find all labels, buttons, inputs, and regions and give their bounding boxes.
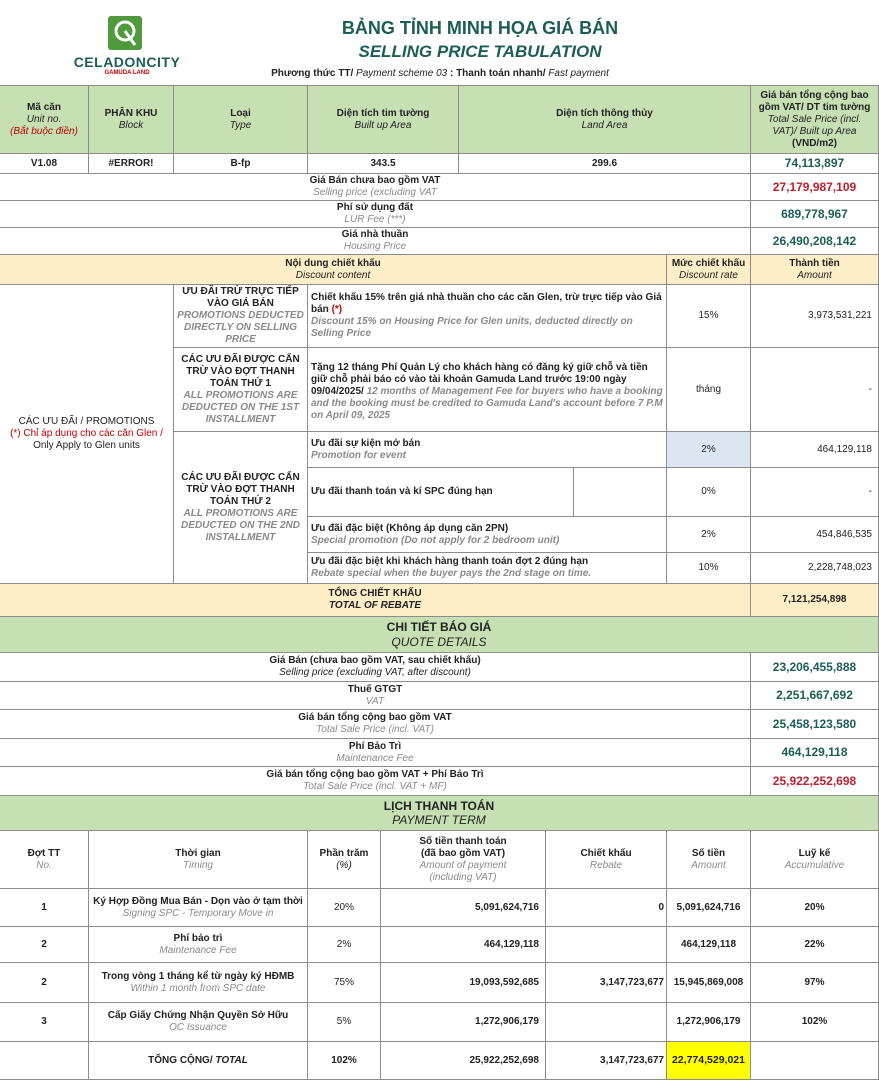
group1-vi: ƯU ĐÃI TRỪ TRỰC TIẾP VÀO GIÁ BÁN bbox=[182, 286, 299, 309]
pay-col-amount-vi: Số tiền bbox=[691, 847, 726, 859]
quote-title-en: QUOTE DETAILS bbox=[391, 634, 487, 649]
pay-col-timing bbox=[89, 831, 308, 889]
builtup-value: 343.5 bbox=[308, 154, 459, 174]
pay-row2-amount: 464,129,118 bbox=[667, 927, 751, 963]
sheet-header bbox=[0, 0, 879, 86]
pay-col-no-en: No. bbox=[36, 859, 52, 871]
promo-item-stage2-en: Rebate special when the buyer pays the 2nd stage on time. bbox=[311, 568, 592, 579]
pay-row4-vi: Cấp Giấy Chứng Nhận Quyền Sở Hữu bbox=[107, 1010, 289, 1021]
quote-maintenance-value: 464,129,118 bbox=[751, 739, 879, 767]
promo-item-stage2 bbox=[308, 553, 667, 584]
total-rebate-vi: TỔNG CHIẾT KHẤU bbox=[328, 588, 422, 599]
type-header bbox=[174, 86, 308, 154]
price-per-m2-value: 74,113,897 bbox=[751, 154, 879, 174]
quote-row-total-vat bbox=[0, 710, 751, 739]
builtup-header bbox=[308, 86, 459, 154]
promo-amount-stage2: 2,228,748,023 bbox=[751, 553, 879, 584]
promotions-note-en: Only Apply to Glen units bbox=[33, 440, 140, 451]
pay-col-amount-payment bbox=[381, 831, 546, 889]
quote-total-mf-vi: Giá bán tổng cộng bao gồm VAT + Phí Bảo Trì bbox=[266, 769, 484, 780]
unit-header-vi: Mã căn bbox=[27, 101, 61, 113]
celadon-logo bbox=[108, 16, 142, 50]
pay-row4-en: OC Issuance bbox=[169, 1022, 227, 1033]
pay-total-acc bbox=[751, 1042, 879, 1080]
pay-col-timing-en: Timing bbox=[183, 859, 213, 871]
promo-item-mgmt-vi: Tặng 12 tháng Phí Quản Lý cho khách hàng có đăng ký giữ chỗ và tiền giữ chỗ phải báo có vào tài khoản Gamuda Land trước 19:00 ngày 09/04/2025/ bbox=[311, 362, 648, 397]
promo-rate-glen: 15% bbox=[667, 285, 751, 348]
pay-col-no bbox=[0, 831, 89, 889]
pay-row2-acc: 22% bbox=[751, 927, 879, 963]
scheme-name-en: Fast payment bbox=[545, 68, 609, 79]
quote-row-total-mf bbox=[0, 767, 751, 796]
scheme-label: Phương thức TT/ bbox=[271, 68, 354, 79]
group3-en: ALL PROMOTIONS ARE DEDUCTED ON THE 2ND INSTALLMENT bbox=[181, 507, 300, 543]
housing-price-label bbox=[0, 228, 751, 255]
pay-col-rebate-vi: Chiết khấu bbox=[580, 847, 632, 859]
pay-col-accumulative bbox=[751, 831, 879, 889]
discount-content-en: Discount content bbox=[295, 269, 371, 281]
lur-fee-vi: Phí sử dụng đất bbox=[336, 202, 414, 213]
land-header-en: Land Area bbox=[581, 119, 628, 131]
pay-row3-amount: 15,945,869,008 bbox=[667, 963, 751, 1003]
payment-title-vi: LỊCH THANH TOÁN bbox=[383, 798, 495, 813]
pay-row4-amount: 1,272,906,179 bbox=[667, 1003, 751, 1042]
payment-term-header bbox=[0, 796, 879, 831]
quote-row-selling bbox=[0, 653, 751, 682]
promo-amount-event: 464,129,118 bbox=[751, 432, 879, 468]
quote-maintenance-vi: Phí Bảo Trì bbox=[348, 740, 402, 752]
total-rebate-label bbox=[0, 584, 751, 617]
promo-amount-glen: 3,973,531,221 bbox=[751, 285, 879, 348]
pay-total-label bbox=[89, 1042, 308, 1080]
title-vi: BẢNG TỈNH MINH HỌA GIÁ BÁN bbox=[341, 18, 619, 38]
pay-row1-en: Signing SPC - Temporary Move in bbox=[122, 907, 274, 919]
pay-row4-pct: 5% bbox=[308, 1003, 381, 1042]
promo-item-glen bbox=[308, 285, 667, 348]
pay-row3-timing bbox=[89, 963, 308, 1003]
lur-fee-en: LUR Fee (***) bbox=[344, 214, 406, 225]
land-header bbox=[459, 86, 751, 154]
quote-total-vat-value: 25,458,123,580 bbox=[751, 710, 879, 739]
discount-content-header bbox=[0, 255, 667, 285]
ppm-header-unit: (VND/m2) bbox=[791, 137, 837, 149]
pay-total-vi: TỔNG CỘNG/ bbox=[148, 1054, 213, 1066]
quote-selling-en: Selling price (excluding VAT, after discount) bbox=[279, 667, 471, 678]
pay-row1-rebate: 0 bbox=[546, 889, 667, 927]
block-header-en: Block bbox=[118, 119, 144, 131]
pay-col-amt-vi: Số tiền thanh toán bbox=[419, 835, 507, 847]
promo-rate-stage2: 10% bbox=[667, 553, 751, 584]
pay-row3-rebate: 3,147,723,677 bbox=[546, 963, 667, 1003]
pay-row2-rebate bbox=[546, 927, 667, 963]
pay-row4-amt: 1,272,906,179 bbox=[381, 1003, 546, 1042]
pay-row1-pct: 20% bbox=[308, 889, 381, 927]
pay-col-rebate-en: Rebate bbox=[589, 859, 623, 871]
pay-total-amt: 25,922,252,698 bbox=[381, 1042, 546, 1080]
pay-col-pct-vi: Phần trăm bbox=[319, 847, 369, 859]
selling-price-en: Selling price (excluding VAT bbox=[313, 187, 437, 198]
land-header-vi: Diện tích thông thủy bbox=[556, 107, 653, 119]
promo-item-glen-star: (*) bbox=[331, 304, 343, 315]
promo-group-2 bbox=[174, 348, 308, 432]
logo-text: CELADONCITY bbox=[73, 54, 181, 70]
type-header-vi: Loại bbox=[230, 107, 251, 119]
promo-amount-mgmt: - bbox=[751, 348, 879, 432]
promo-item-mgmt-en: 12 months of Management Fee for buyers who have a booking and the booking must be credited to Gamuda Land's account before 7 P.M on April 09, 2025 bbox=[311, 386, 663, 421]
quote-vat-value: 2,251,667,692 bbox=[751, 682, 879, 710]
quote-total-vat-en: Total Sale Price (incl. VAT) bbox=[316, 724, 434, 735]
group2-vi: CÁC ƯU ĐÃI ĐƯỢC CẤN TRỪ VÀO ĐỢT THANH TOÁN THỨ 1 bbox=[181, 353, 300, 389]
discount-content-vi: Nội dung chiết khấu bbox=[285, 257, 381, 269]
promotions-title: CÁC ƯU ĐÃI / PROMOTIONS bbox=[18, 416, 155, 427]
promo-group-3 bbox=[174, 432, 308, 584]
promotions-label bbox=[0, 285, 174, 584]
pay-row2-pct: 2% bbox=[308, 927, 381, 963]
quote-total-vat-vi: Giá bán tổng cộng bao gồm VAT bbox=[298, 712, 452, 723]
pay-row1-amt: 5,091,624,716 bbox=[381, 889, 546, 927]
payment-title-en: PAYMENT TERM bbox=[392, 813, 486, 827]
selling-price-value: 27,179,987,109 bbox=[751, 174, 879, 201]
pay-col-amt-vi2: (đã bao gồm VAT) bbox=[420, 847, 506, 859]
pay-col-rebate bbox=[546, 831, 667, 889]
ppm-header-en: Total Sale Price (incl. VAT)/ Built up Area bbox=[767, 113, 862, 137]
quote-total-mf-value: 25,922,252,698 bbox=[751, 767, 879, 796]
promo-item-event-vi: Ưu đãi sự kiện mở bán bbox=[311, 437, 421, 449]
promo-item-glen-vi: Chiết khấu 15% trên giá nhà thuần cho các căn Glen, trừ trực tiếp vào Giá bán bbox=[311, 292, 662, 315]
pay-row2-vi: Phí bảo trì bbox=[173, 932, 223, 944]
selling-price-label bbox=[0, 174, 751, 201]
total-rebate-value: 7,121,254,898 bbox=[751, 584, 879, 617]
discount-rate-header bbox=[667, 255, 751, 285]
promo-rate-event[interactable]: 2% bbox=[667, 432, 751, 468]
promo-amount-special: 454,846,535 bbox=[751, 517, 879, 553]
promo-item-spc-blank bbox=[574, 468, 667, 517]
block-header bbox=[89, 86, 174, 154]
quote-row-vat bbox=[0, 682, 751, 710]
housing-price-en: Housing Price bbox=[343, 241, 407, 252]
lur-fee-label bbox=[0, 201, 751, 228]
quote-total-mf-en: Total Sale Price (incl. VAT + MF) bbox=[303, 781, 447, 792]
housing-price-vi: Giá nhà thuần bbox=[341, 229, 409, 240]
housing-price-value: 26,490,208,142 bbox=[751, 228, 879, 255]
logo-leaf-icon bbox=[108, 16, 142, 50]
lur-fee-value: 689,778,967 bbox=[751, 201, 879, 228]
ppm-header-vi: Giá bán tổng cộng bao gồm VAT/ DT tim tường bbox=[758, 89, 871, 113]
pay-row4-acc: 102% bbox=[751, 1003, 879, 1042]
pay-row2-no: 2 bbox=[0, 927, 89, 963]
pay-row1-no: 1 bbox=[0, 889, 89, 927]
pay-row4-rebate bbox=[546, 1003, 667, 1042]
type-value: B-fp bbox=[174, 154, 308, 174]
quote-vat-vi: Thuế GTGT bbox=[347, 683, 403, 695]
pay-col-no-vi: Đợt TT bbox=[27, 847, 61, 859]
discount-amount-vi: Thành tiền bbox=[789, 257, 840, 269]
pay-total-rebate: 3,147,723,677 bbox=[546, 1042, 667, 1080]
quote-selling-vi: Giá Bán (chưa bao gồm VAT, sau chiết khấu) bbox=[269, 655, 481, 666]
selling-price-vi: Giá Bán chưa bao gồm VAT bbox=[309, 175, 441, 186]
pay-col-pct bbox=[308, 831, 381, 889]
promo-item-special bbox=[308, 517, 667, 553]
pay-row1-timing bbox=[89, 889, 308, 927]
unit-header-note: (Bắt buộc điền) bbox=[10, 125, 78, 137]
promo-amount-spc: - bbox=[751, 468, 879, 517]
pay-row4-no: 3 bbox=[0, 1003, 89, 1042]
logo-subtext: GAMUDA LAND bbox=[104, 70, 150, 76]
pay-col-acc-vi: Luỹ kế bbox=[798, 847, 831, 859]
pay-row3-en: Within 1 month from SPC date bbox=[130, 982, 266, 994]
promo-rate-spc: 0% bbox=[667, 468, 751, 517]
pay-total-pct: 102% bbox=[308, 1042, 381, 1080]
promotions-note-red: (*) Chỉ áp dụng cho các căn Glen / bbox=[10, 428, 163, 439]
pay-col-pct-en: (%) bbox=[336, 859, 352, 871]
block-header-vi: PHÂN KHU bbox=[104, 107, 158, 119]
pay-row3-acc: 97% bbox=[751, 963, 879, 1003]
discount-amount-header bbox=[751, 255, 879, 285]
discount-amount-en: Amount bbox=[797, 269, 832, 281]
block-value: #ERROR! bbox=[89, 154, 174, 174]
pay-row3-no: 2 bbox=[0, 963, 89, 1003]
pay-row3-amt: 19,093,592,685 bbox=[381, 963, 546, 1003]
pay-row1-vi: Ký Hợp Đồng Mua Bán - Dọn vào ở tạm thời bbox=[93, 895, 303, 907]
promo-group-1 bbox=[174, 285, 308, 348]
unit-no-value[interactable]: V1.08 bbox=[0, 154, 89, 174]
quote-maintenance-en: Maintenance Fee bbox=[336, 752, 414, 764]
pay-total-amount[interactable]: 22,774,529,021 bbox=[667, 1042, 751, 1080]
promo-item-special-vi: Ưu đãi đặc biệt (Không áp dụng căn 2PN) bbox=[311, 522, 509, 534]
promo-item-special-en: Special promotion (Do not apply for 2 bedroom unit) bbox=[311, 534, 560, 546]
promo-item-event bbox=[308, 432, 667, 468]
unit-no-header bbox=[0, 86, 89, 154]
quote-row-maintenance bbox=[0, 739, 751, 767]
quote-selling-value: 23,206,455,888 bbox=[751, 653, 879, 682]
promo-rate-mgmt: tháng bbox=[667, 348, 751, 432]
promo-item-spc: Ưu đãi thanh toán và kí SPC đúng hạn bbox=[308, 468, 574, 517]
pay-col-amount bbox=[667, 831, 751, 889]
pay-col-acc-en: Accumulative bbox=[784, 859, 845, 871]
pay-col-amount-en: Amount bbox=[691, 859, 726, 871]
scheme-name: : Thanh toán nhanh/ bbox=[447, 68, 546, 79]
pay-row2-timing bbox=[89, 927, 308, 963]
type-header-en: Type bbox=[229, 119, 252, 131]
title-en: SELLING PRICE TABULATION bbox=[358, 42, 602, 61]
group3-vi: CÁC ƯU ĐÃI ĐƯỢC CẤN TRỪ VÀO ĐỢT THANH TOÁN THỨ 2 bbox=[181, 471, 300, 507]
builtup-header-vi: Diện tích tim tường bbox=[336, 107, 430, 119]
pay-row2-amt: 464,129,118 bbox=[381, 927, 546, 963]
pay-row2-en: Maintenance Fee bbox=[159, 944, 237, 956]
quote-title-vi: CHI TIẾT BÁO GIÁ bbox=[386, 620, 492, 635]
quote-vat-en: VAT bbox=[365, 695, 385, 707]
promo-item-stage2-vi: Ưu đãi đặc biệt khi khách hàng thanh toán đợt 2 đúng hạn bbox=[311, 556, 589, 567]
payment-scheme bbox=[200, 68, 680, 79]
pay-row1-acc: 20% bbox=[751, 889, 879, 927]
price-per-m2-header bbox=[751, 86, 879, 154]
promo-rate-special: 2% bbox=[667, 517, 751, 553]
pay-row3-pct: 75% bbox=[308, 963, 381, 1003]
pay-row1-amount: 5,091,624,716 bbox=[667, 889, 751, 927]
group2-en: ALL PROMOTIONS ARE DEDUCTED ON THE 1ST INSTALLMENT bbox=[181, 389, 300, 425]
quote-details-header bbox=[0, 617, 879, 653]
discount-rate-vi: Mức chiết khấu bbox=[671, 257, 746, 269]
discount-rate-en: Discount rate bbox=[679, 269, 738, 281]
land-value: 299.6 bbox=[459, 154, 751, 174]
pay-row3-vi: Trong vòng 1 tháng kể từ ngày ký HĐMB bbox=[101, 970, 295, 982]
promo-item-mgmt-fee bbox=[308, 348, 667, 432]
group1-en: PROMOTIONS DEDUCTED DIRECTLY ON SELLING PRICE bbox=[177, 310, 304, 345]
unit-header-en: Unit no. bbox=[26, 113, 62, 125]
scheme-en: Payment scheme 03 bbox=[353, 68, 448, 79]
promo-item-event-en: Promotion for event bbox=[311, 449, 407, 461]
pay-col-amt-en: Amount of payment (including VAT) bbox=[419, 859, 507, 883]
pay-col-timing-vi: Thời gian bbox=[175, 847, 221, 859]
promo-item-glen-en: Discount 15% on Housing Price for Glen units, deducted directly on Selling Price bbox=[311, 316, 633, 339]
builtup-header-en: Built up Area bbox=[354, 119, 412, 131]
total-rebate-en: TOTAL OF REBATE bbox=[328, 600, 422, 611]
pay-total-no bbox=[0, 1042, 89, 1080]
pay-total-en: TOTAL bbox=[212, 1054, 248, 1066]
pay-row4-timing bbox=[89, 1003, 308, 1042]
